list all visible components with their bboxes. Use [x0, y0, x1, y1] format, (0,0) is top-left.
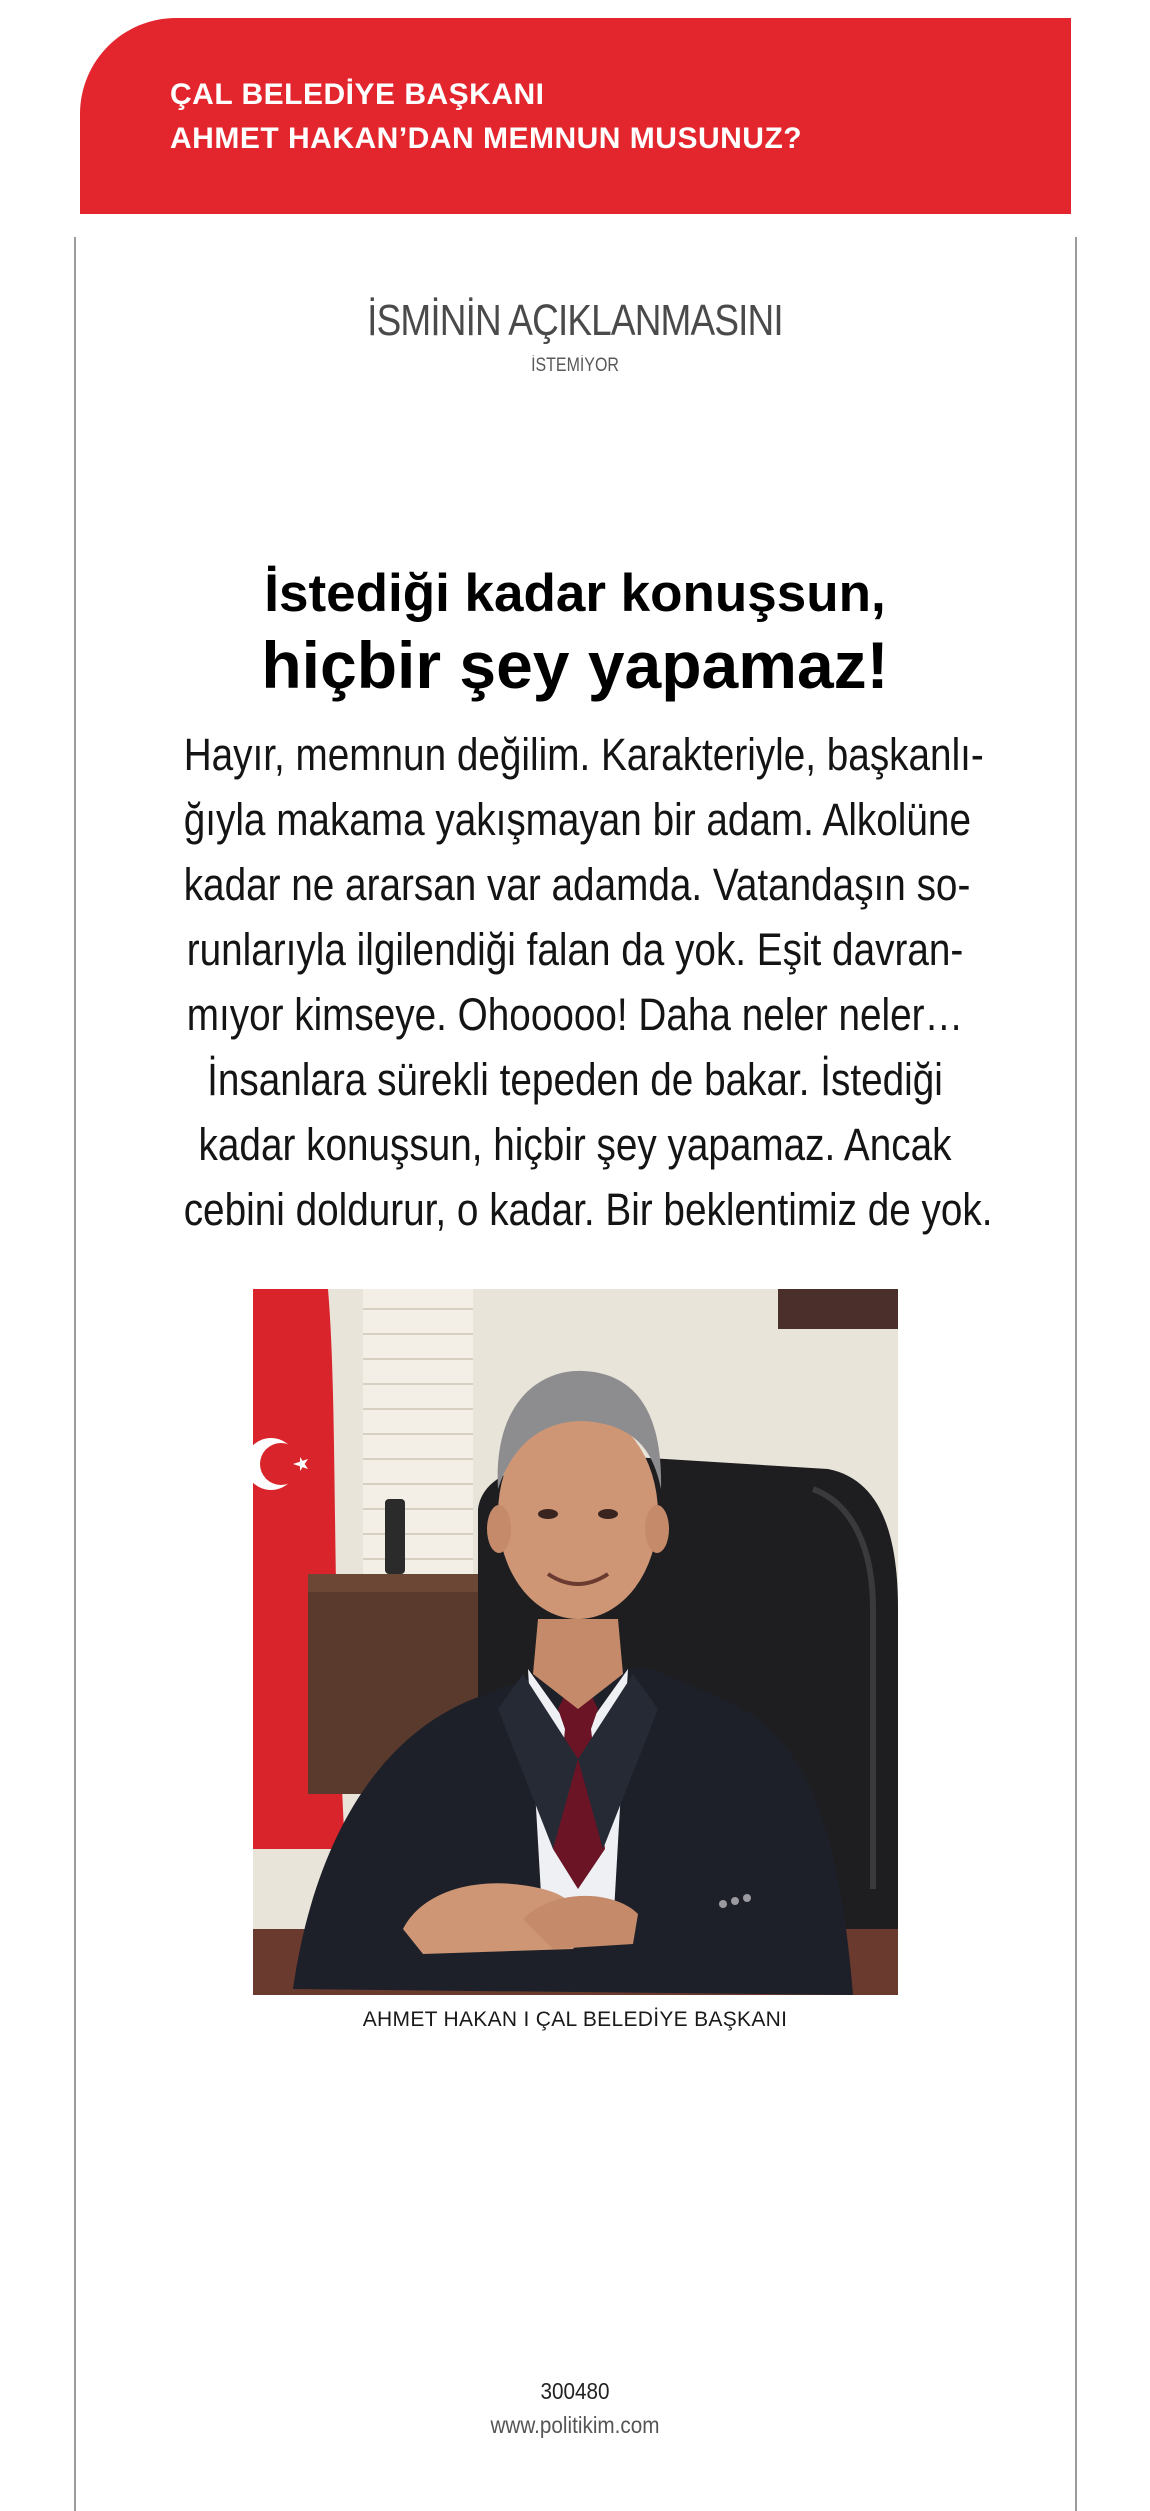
- footer-url: www.politikim.com: [490, 2412, 660, 2438]
- quote-line: kadar konuşsun, hiçbir şey yapamaz. Ancak: [198, 1119, 952, 1170]
- photo-caption: AHMET HAKAN I ÇAL BELEDİYE BAŞKANI: [362, 2008, 788, 2031]
- quote-line: runlarıyla ilgilendiği falan da yok. Eşit davran-: [186, 924, 964, 975]
- quote-line: mıyor kimseye. Ohooooo! Daha neler neler…: [186, 989, 964, 1040]
- quote-line: İnsanlara sürekli tepeden de bakar. İstediği: [207, 1054, 943, 1105]
- headline-line-1: İstediği kadar konuşsun,: [264, 564, 886, 623]
- footer-code: 300480: [540, 2378, 610, 2404]
- quote-line: kadar ne ararsan var adamda. Vatandaşın so-: [183, 859, 971, 910]
- banner-title-line-1: ÇAL BELEDİYE BAŞKANI: [170, 78, 545, 111]
- respondent-sublabel: İSTEMİYOR: [531, 355, 619, 376]
- quote-line: cebini doldurur, o kadar. Bir beklentimiz de yok.: [183, 1184, 993, 1235]
- quote-line: Hayır, memnun değilim. Karakteriyle, başkanlı-: [183, 729, 984, 780]
- quote-body: [120, 722, 1030, 1242]
- respondent-label: İSMİNİN AÇIKLANMASINI: [367, 296, 783, 345]
- headline-line-2: hiçbir şey yapamaz!: [261, 628, 889, 702]
- header-banner: [80, 18, 1071, 214]
- banner-title-line-2: AHMET HAKAN’DAN MEMNUN MUSUNUZ?: [170, 122, 803, 155]
- mayor-portrait-photo: [253, 1289, 898, 1995]
- quote-line: ğıyla makama yakışmayan bir adam. Alkolüne: [183, 794, 971, 845]
